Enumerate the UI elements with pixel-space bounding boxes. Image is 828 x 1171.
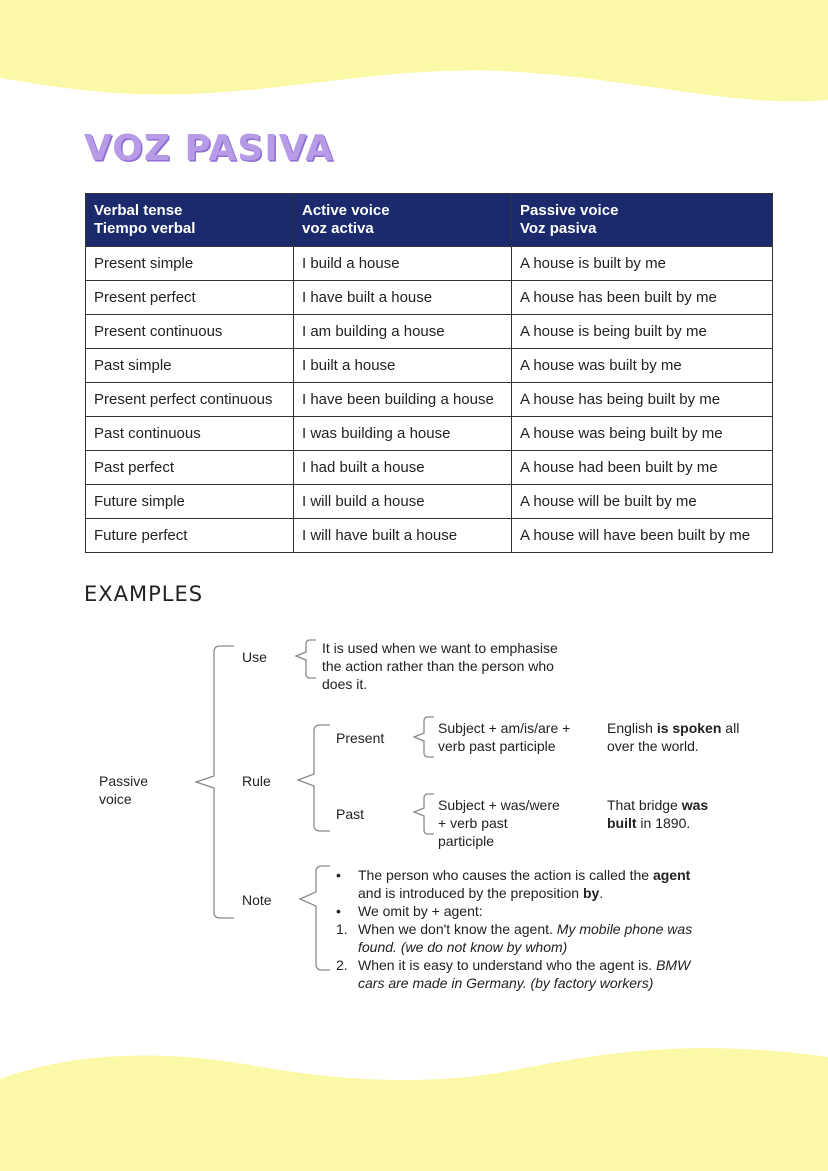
table-row <box>86 281 773 315</box>
column-header-active <box>294 194 512 247</box>
past-formula <box>438 796 560 850</box>
formula-line: Subject + am/is/are + <box>438 720 571 736</box>
note-italic: BMW <box>656 957 691 973</box>
table-cell: I had built a house <box>294 451 512 485</box>
table-cell: Past continuous <box>86 417 294 451</box>
example-emphasis: built <box>607 815 637 831</box>
table-cell: I built a house <box>294 349 512 383</box>
table-cell: Present continuous <box>86 315 294 349</box>
formula-line: + verb past <box>438 815 508 831</box>
table-cell: I will have built a house <box>294 519 512 553</box>
bracket-past <box>414 794 434 834</box>
bottom-wave-decoration <box>0 1031 828 1171</box>
example-emphasis: was <box>681 797 709 813</box>
table-cell: A house had been built by me <box>512 451 773 485</box>
table-cell: Present perfect continuous <box>86 383 294 417</box>
table-row <box>86 451 773 485</box>
example-text: English <box>607 720 657 736</box>
bracket-present <box>414 717 434 757</box>
example-text: in 1890. <box>636 815 691 831</box>
examples-heading: EXAMPLES <box>84 582 204 606</box>
bracket-rule <box>298 725 330 831</box>
note-list <box>336 866 736 992</box>
table-cell: A house was built by me <box>512 349 773 383</box>
header-text: Verbal tense <box>94 202 183 219</box>
rule-label: Rule <box>242 773 271 789</box>
bracket-note <box>300 866 330 970</box>
table-cell: A house is being built by me <box>512 315 773 349</box>
note-text: . <box>599 885 604 901</box>
past-example <box>607 796 708 832</box>
note-italic: found. (we do not know by whom) <box>358 939 568 955</box>
example-text: over the world. <box>607 738 699 754</box>
present-label: Present <box>336 730 385 746</box>
example-emphasis: is spoken <box>656 720 722 736</box>
use-line: It is used when we want to emphasise <box>322 640 558 656</box>
bracket-use <box>296 640 316 678</box>
root-label <box>99 772 159 808</box>
table-cell: Present simple <box>86 247 294 281</box>
bullet-marker: • <box>336 867 341 883</box>
use-line: the action rather than the person who <box>322 658 554 674</box>
table-row <box>86 315 773 349</box>
table-row <box>86 417 773 451</box>
note-text: and is introduced by the preposition <box>358 885 583 901</box>
present-example <box>607 719 739 755</box>
table-cell: I will build a house <box>294 485 512 519</box>
table-header-row <box>86 194 773 247</box>
table-cell: I am building a house <box>294 315 512 349</box>
table-cell: I was building a house <box>294 417 512 451</box>
table-row <box>86 383 773 417</box>
note-text: We omit by + agent: <box>358 903 483 919</box>
header-text: Tiempo verbal <box>94 220 196 237</box>
formula-line: participle <box>438 833 495 849</box>
table-cell: A house is built by me <box>512 247 773 281</box>
table-row <box>86 519 773 553</box>
column-header-passive <box>512 194 773 247</box>
table-row <box>86 485 773 519</box>
note-italic: cars are made in Germany. (by factory workers) <box>358 975 654 991</box>
note-text: The person who causes the action is called the <box>358 867 653 883</box>
header-text: Voz pasiva <box>520 220 597 237</box>
table-row <box>86 247 773 281</box>
page-title: VOZ PASIVA <box>84 128 335 169</box>
passive-voice-table <box>85 193 773 553</box>
table-cell: A house will be built by me <box>512 485 773 519</box>
present-formula <box>438 719 570 755</box>
column-header-tense <box>86 194 294 247</box>
formula-line: verb past participle <box>438 738 556 754</box>
number-marker: 2. <box>336 957 348 973</box>
top-wave-decoration <box>0 0 828 120</box>
table-cell: Past simple <box>86 349 294 383</box>
note-italic: My mobile phone was <box>556 921 693 937</box>
note-emphasis: by <box>582 885 600 901</box>
list-item <box>336 920 736 956</box>
root-text: Passive voice <box>99 773 149 807</box>
table-cell: A house was being built by me <box>512 417 773 451</box>
use-description <box>322 639 558 693</box>
use-label: Use <box>242 649 267 665</box>
note-text: When we don't know the agent. <box>358 921 557 937</box>
table-cell: Present perfect <box>86 281 294 315</box>
example-text: That bridge <box>607 797 682 813</box>
list-item <box>336 956 736 992</box>
note-emphasis: agent <box>652 867 691 883</box>
formula-line: Subject + was/were <box>438 797 560 813</box>
table-cell: Past perfect <box>86 451 294 485</box>
table-cell: I have been building a house <box>294 383 512 417</box>
table-cell: A house will have been built by me <box>512 519 773 553</box>
header-text: Active voice <box>302 202 390 219</box>
table-cell: A house has been built by me <box>512 281 773 315</box>
bracket-root <box>196 646 234 918</box>
table-row <box>86 349 773 383</box>
use-line: does it. <box>322 676 368 692</box>
note-label: Note <box>242 892 272 908</box>
note-text: When it is easy to understand who the agent is. <box>358 957 657 973</box>
table-cell: Future simple <box>86 485 294 519</box>
list-item <box>336 902 736 920</box>
header-text: Passive voice <box>520 202 619 219</box>
table-cell: I build a house <box>294 247 512 281</box>
table-cell: A house has being built by me <box>512 383 773 417</box>
example-text: all <box>721 720 740 736</box>
number-marker: 1. <box>336 921 348 937</box>
table-cell: I have built a house <box>294 281 512 315</box>
table-cell: Future perfect <box>86 519 294 553</box>
past-label: Past <box>336 806 365 822</box>
list-item <box>336 866 736 902</box>
header-text: voz activa <box>302 220 374 237</box>
bullet-marker: • <box>336 903 341 919</box>
